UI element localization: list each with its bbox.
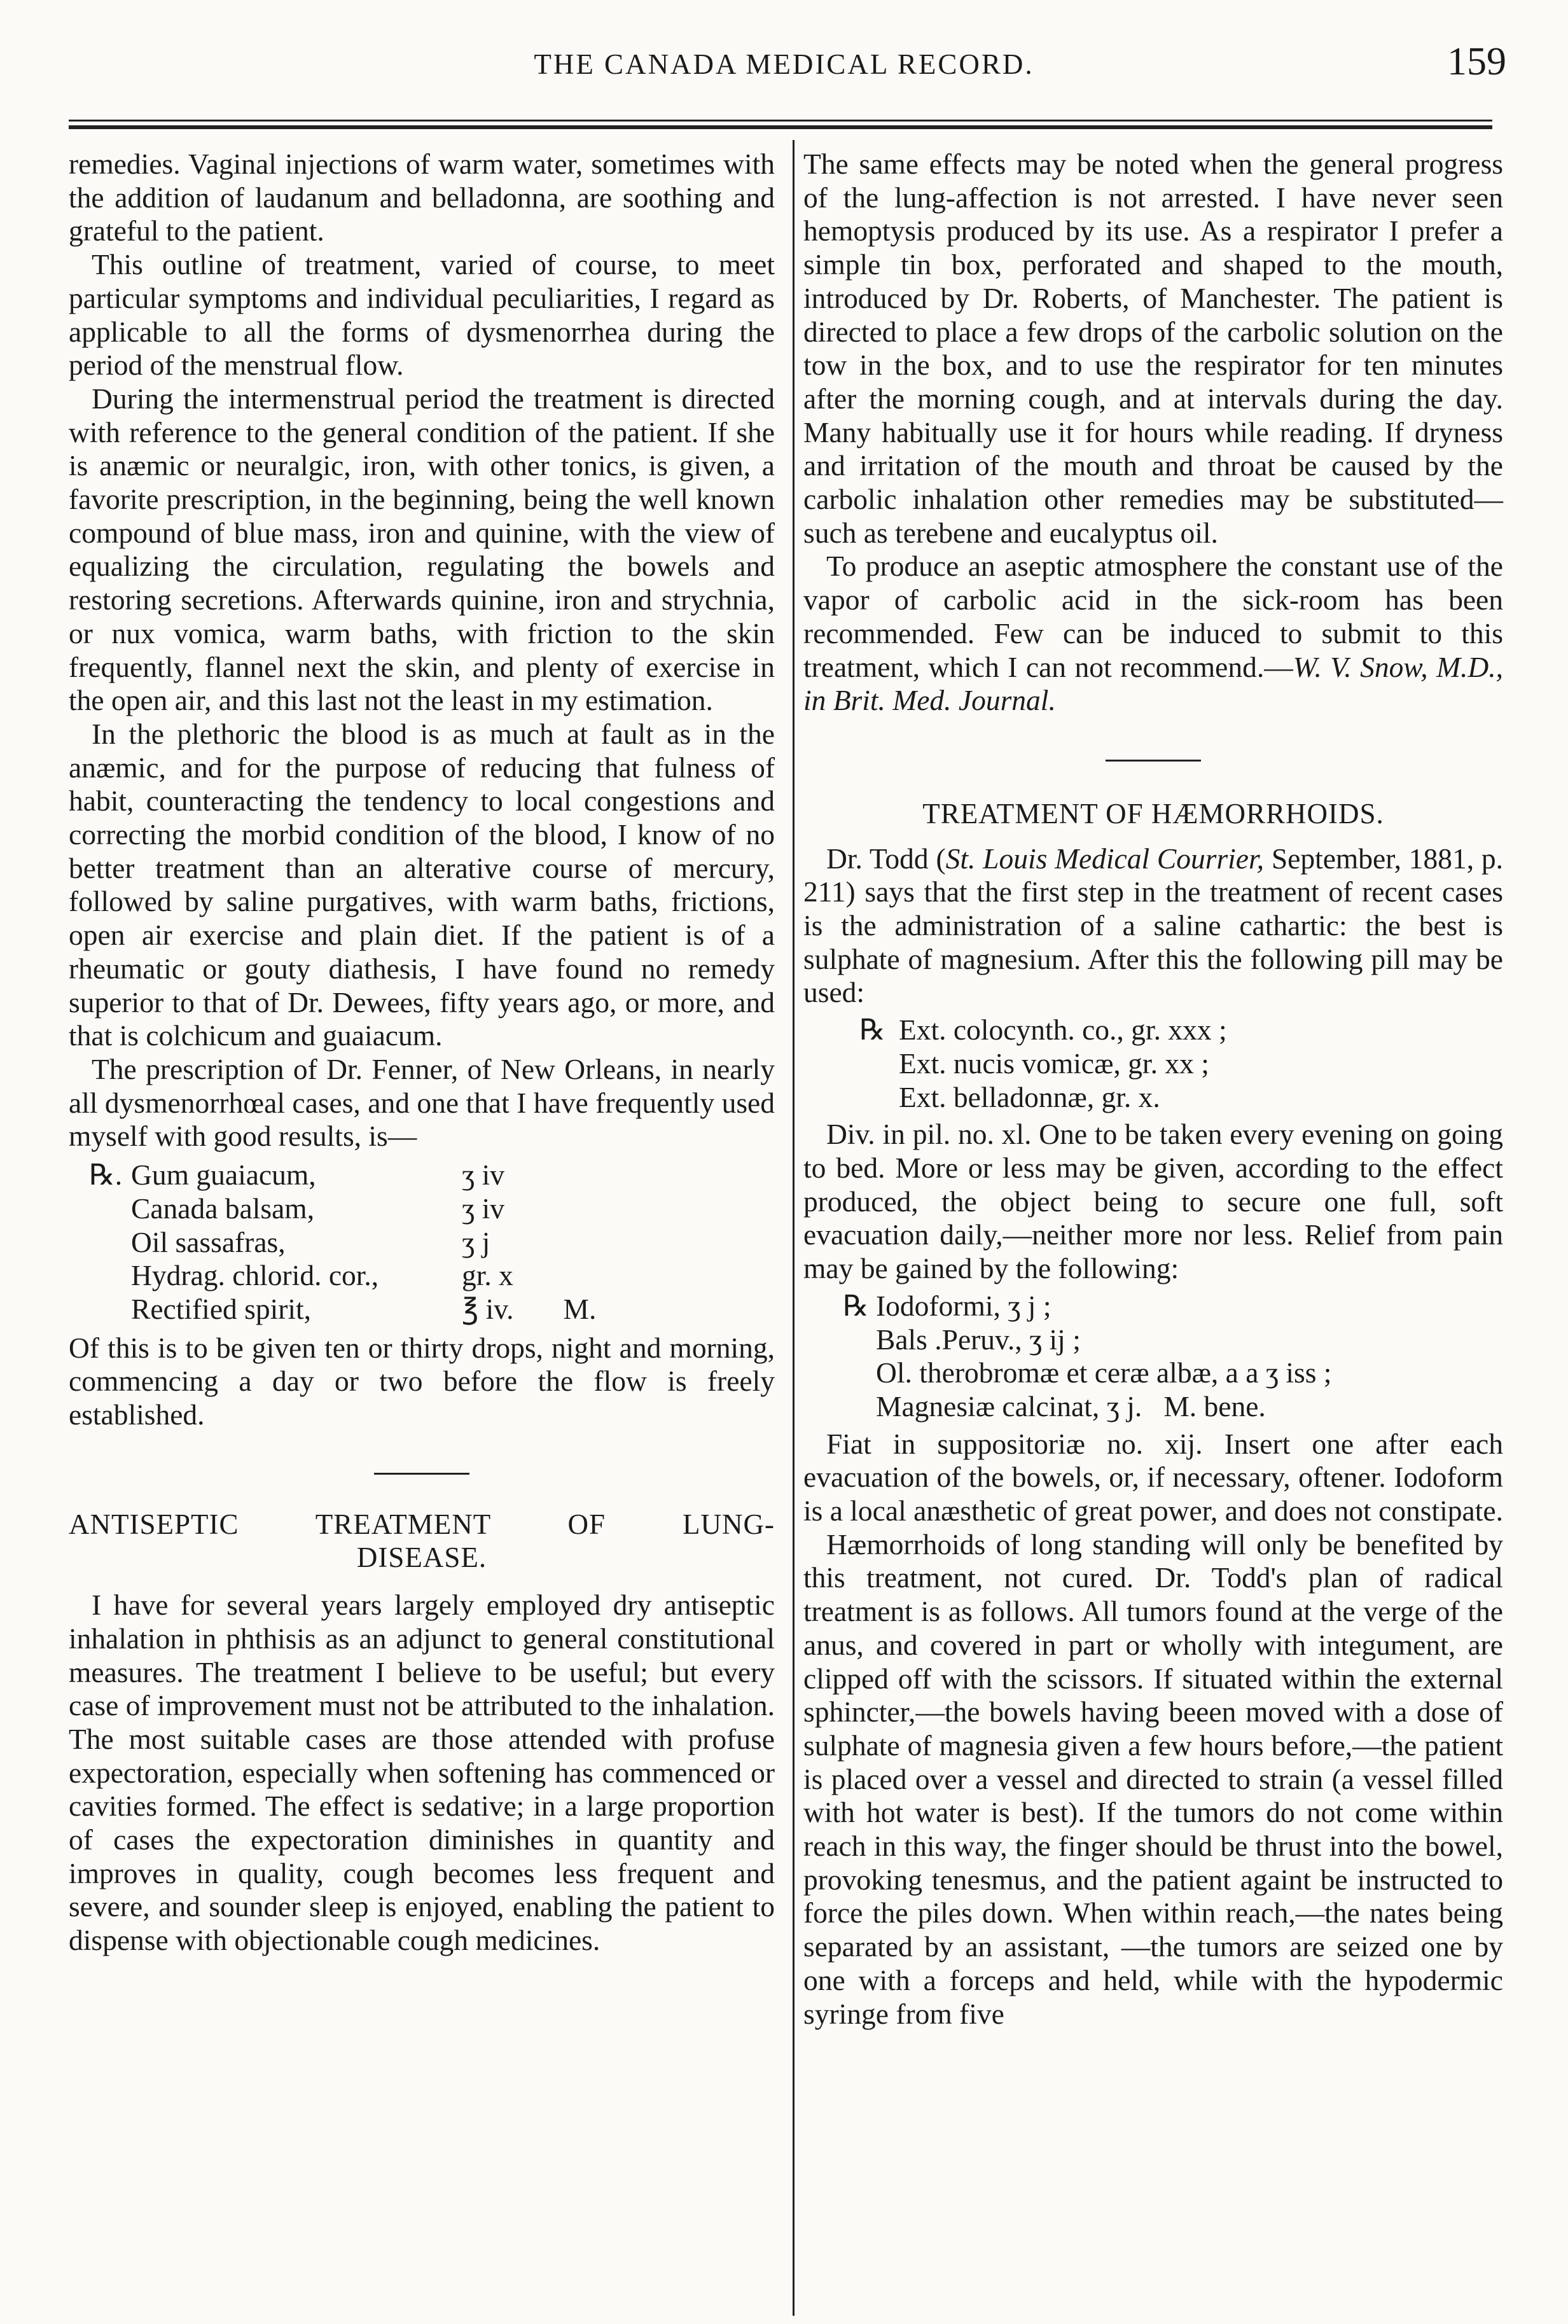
section-heading: ANTISEPTIC TREATMENT OF LUNG- DISEASE. [69, 1508, 775, 1574]
rx-quantity: ℥ iv. [462, 1292, 514, 1325]
citation: St. Louis Medical Courrier, [945, 842, 1265, 875]
paragraph: The same effects may be noted when the general progress of the lung-affection is not arrested. I have never seen hemoptysis produced by its use. As a respirator I prefer a simple tin box, perforated and shaped to the mouth, introduced by Dr. Roberts, of Manchester. The patient is directed to place a few drops of the carbolic solution on the tow in the box, and to use the respirator for ten minutes after the morning cough, and at intervals during the day. Many habitually use it for hours while reading. If dryness and irritation of the mouth and throat be caused by the carbolic inhalation other remedies may be substituted—such as terebene and eucalyptus oil. [803, 148, 1503, 549]
paragraph: Div. in pil. no. xl. One to be taken every evening on going to bed. More or less may be given, according to the effect produced, the object being to secure one full, soft evacuation daily,—neither more nor less. Relief from pain may be gained by the following: [803, 1118, 1503, 1285]
section-separator [1106, 760, 1201, 762]
column-divider [793, 140, 794, 2316]
rx-row [89, 1293, 775, 1326]
prescription-pill [859, 1013, 1503, 1114]
rx-ingredient: Canada balsam, [131, 1192, 315, 1225]
citation: W. V. Snow, M.D., in Brit. Med. Journal. [803, 650, 1504, 717]
rx-row [89, 1226, 775, 1260]
header-rule-thick [69, 125, 1492, 129]
rx-line: Ol. therobromæ et ceræ albæ, a a ʒ iss ; [876, 1356, 1332, 1389]
rx-row [89, 1159, 775, 1192]
rx-row [859, 1081, 1503, 1115]
rx-row [89, 1192, 775, 1226]
paragraph: This outline of treatment, varied of course, to meet particular symptoms and individual peculiarities, I regard as applicable to all the forms of dysmenorrhea during the period of the menstrual flow. [69, 248, 775, 382]
rx-line: Ext. nucis vomicæ, gr. xx ; [899, 1047, 1209, 1080]
section-heading: TREATMENT OF HÆMORRHOIDS. [922, 797, 1384, 830]
recipe-symbol: ℞. [89, 1159, 123, 1192]
right-column [803, 148, 1503, 2031]
prescription-fenner [89, 1159, 775, 1326]
left-column [69, 148, 775, 1958]
paragraph: In the plethoric the blood is as much at fault as in the anæmic, and for the purpose of reducing that fulness of habit, counteracting the tendency to local congestions and correcting the morbid condition of the blood, I know of no better treatment than an alterative course of mercury, followed by saline purgatives, with warm baths, frictions, open air exercise and plain diet. If the patient is of a rheumatic or gouty diathesis, I have found no remedy superior to that of Dr. Dewees, fifty years ago, or more, and that is colchicum and guaiacum. [69, 717, 775, 1052]
rx-quantity: ʒ iv [462, 1192, 504, 1225]
rx-line: Ext. belladonnæ, gr. x. [899, 1080, 1160, 1113]
paragraph: Of this is to be given ten or thirty drops, night and morning, commencing a day or two before the flow is freely established. [69, 1331, 775, 1431]
rx-row [843, 1356, 1503, 1390]
rx-line: Iodoformi, ʒ j ; [876, 1289, 1051, 1322]
page-number: 159 [1447, 40, 1506, 83]
running-header: THE CANADA MEDICAL RECORD. [534, 48, 1034, 80]
paragraph: remedies. Vaginal injections of warm water, sometimes with the addition of laudanum and belladonna, are soothing and grateful to the patient. [69, 148, 775, 247]
rx-quantity: ʒ j [462, 1225, 490, 1258]
rx-row [843, 1290, 1503, 1323]
rx-signature: M. [563, 1292, 597, 1325]
paragraph: To produce an aseptic atmosphere the constant use of the vapor of carbolic acid in the sick-room has been recommended. Few can be induced to submit to this treatment, which I can not recommend.—W. V. Snow, M.D., in Brit. Med. Journal. [803, 550, 1504, 717]
rx-row [89, 1259, 775, 1293]
rx-row [859, 1013, 1503, 1047]
prescription-suppository [843, 1290, 1503, 1424]
rx-quantity: ʒ iv [462, 1159, 504, 1192]
paragraph: Fiat in suppositoriæ no. xij. Insert one after each evacuation of the bowels, or, if necessary, oftener. Iodoform is a local anæsthetic of great power, and does not constipate. [803, 1427, 1503, 1527]
rx-row [859, 1047, 1503, 1081]
rx-quantity: gr. x [462, 1259, 513, 1292]
rx-ingredient: Rectified spirit, [131, 1292, 312, 1325]
rx-ingredient: Hydrag. chlorid. cor., [131, 1259, 379, 1292]
header-rule-thin [69, 120, 1492, 122]
rx-row [843, 1323, 1503, 1357]
rx-line: Ext. colocynth. co., gr. xxx ; [899, 1013, 1227, 1047]
recipe-symbol: ℞ [859, 1013, 885, 1047]
rx-line: Bals .Peruv., ʒ ij ; [876, 1323, 1081, 1356]
rx-row [843, 1390, 1503, 1424]
paragraph: Dr. Todd (St. Louis Medical Courrier, September, 1881, p. 211) says that the first step in the treatment of recent cases is the administration of a saline cathartic: the best is sulphate of magnesium. After this the following pill may be used: [803, 842, 1503, 1009]
rx-line: Magnesiæ calcinat, ʒ j. M. bene. [876, 1389, 1266, 1423]
section-separator [374, 1473, 469, 1475]
paragraph: During the intermenstrual period the treatment is directed with reference to the general condition of the patient. If she is anæmic or neuralgic, iron, with other tonics, is given, a favorite prescription, in the beginning, being the well known compound of blue mass, iron and quinine, with the view of equalizing the circulation, regulating the bowels and restoring secretions. Afterwards quinine, iron and strychnia, or nux vomica, warm baths, with friction to the skin frequently, flannel next the skin, and plenty of exercise in the open air, and this last not the least in my estimation. [69, 382, 775, 717]
paragraph: I have for several years largely employed dry antiseptic inhalation in phthisis as an adjunct to general constitutional measures. The treatment I believe to be useful; but every case of improvement must not be attributed to the inhalation. The most suitable cases are those attended with profuse expectoration, especially when softening has commenced or cavities formed. The effect is sedative; in a large proportion of cases the expectoration diminishes in quantity and improves in quality, cough becomes less frequent and severe, and sounder sleep is enjoyed, enabling the patient to dispense with objectionable cough medicines. [69, 1589, 775, 1957]
recipe-symbol: ℞ [843, 1289, 869, 1322]
rx-ingredient: Gum guaiacum, [131, 1159, 316, 1192]
paragraph: Hæmorrhoids of long standing will only be benefited by this treatment, not cured. Dr. Todd's plan of radical treatment is as follows. All tumors found at the verge of the anus, and covered in part or wholly with integument, are clipped off with the scissors. If situated within the external sphincter,—the bowels having beeen moved with a dose of sulphate of magnesia given a few hours before,—the patient is placed over a vessel and directed to strain (a vessel filled with hot water is best). If the tumors do not come within reach in this way, the finger should be thrust into the bowel, provoking tenesmus, and the patient againt be instructed to force the piles down. When within reach,—the nates being separated by an assistant, —the tumors are seized one by one with a forceps and held, while with the hypodermic syringe from five [803, 1527, 1503, 2030]
paragraph: The prescription of Dr. Fenner, of New Orleans, in nearly all dysmenorrhœal cases, and one that I have frequently used myself with good results, is— [69, 1052, 775, 1153]
rx-ingredient: Oil sassafras, [131, 1225, 286, 1258]
